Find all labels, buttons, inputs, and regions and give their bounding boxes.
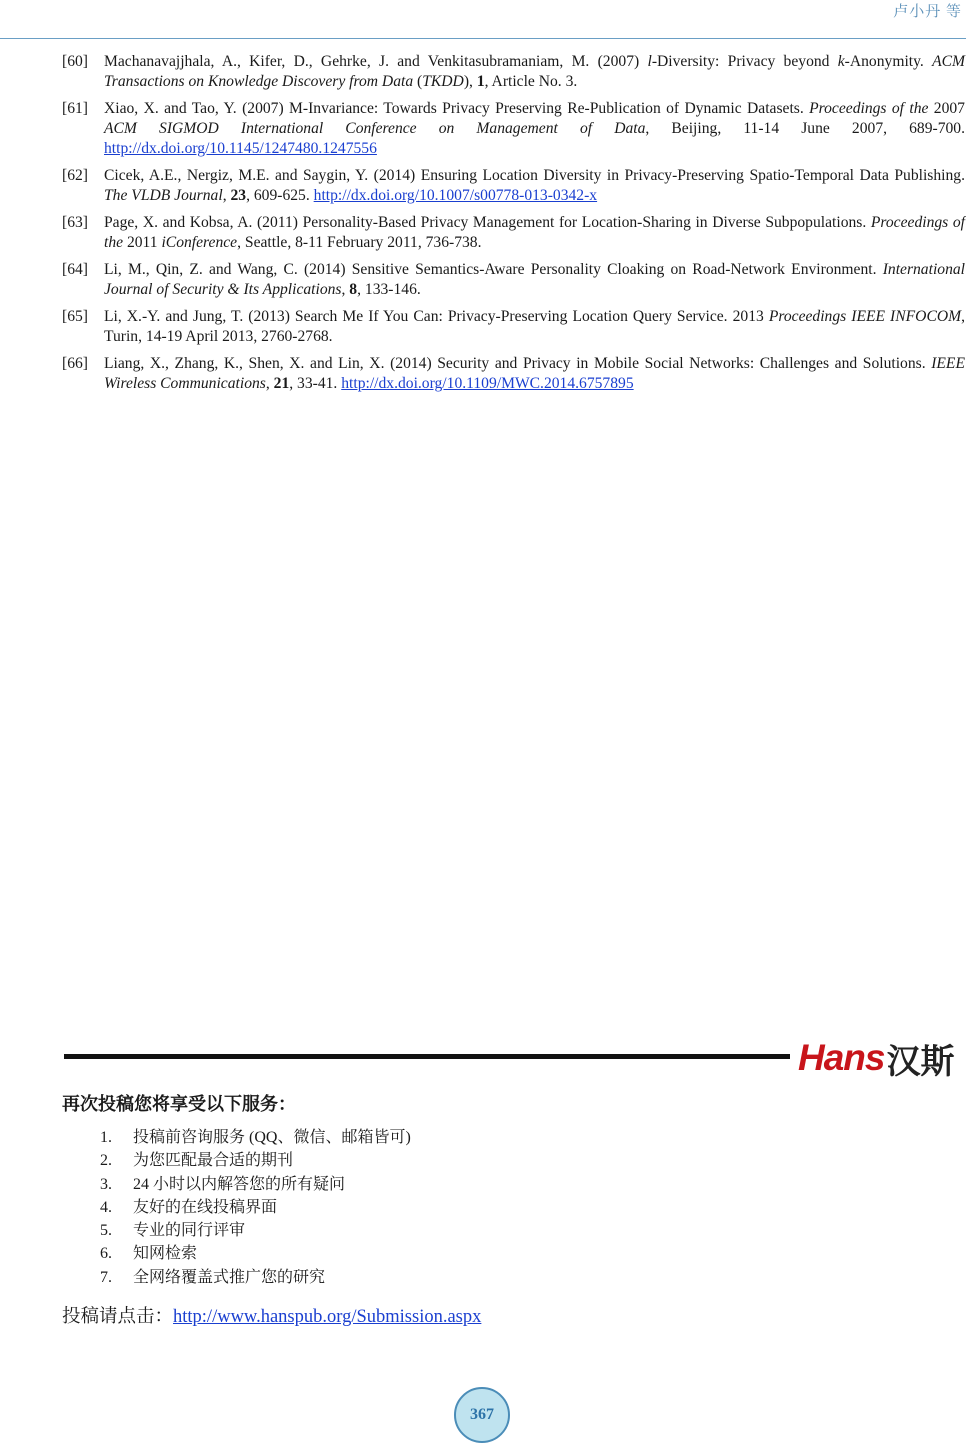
reference-segment: , 133-146. xyxy=(357,281,421,298)
service-text: 知网检索 xyxy=(133,1245,198,1263)
reference-segment: , 609-625. xyxy=(246,187,314,204)
submission-link[interactable]: http://www.hanspub.org/Submission.aspx xyxy=(173,1307,482,1327)
reference-item xyxy=(62,260,965,300)
service-item xyxy=(100,1219,411,1242)
reference-segment: 23 xyxy=(230,187,247,204)
reference-segment: Machanavajjhala, A., Kifer, D., Gehrke, J. and Venkitasubramaniam, M. (2007) xyxy=(104,53,648,70)
reference-segment: , Seattle, 8-11 February 2011, 736-738. xyxy=(237,234,482,251)
service-number: 2. xyxy=(100,1152,112,1170)
reference-segment: l xyxy=(647,53,652,70)
reference-segment: International Journal of Security & Its Applications xyxy=(104,261,965,298)
reference-segment: , xyxy=(265,375,274,392)
reference-segment: 8 xyxy=(349,281,358,298)
reference-segment: 1 xyxy=(476,73,485,90)
doi-link[interactable]: http://dx.doi.org/10.1007/s00778-013-0342-x xyxy=(313,187,598,204)
reference-segment: ACM Transactions on Knowledge Discovery from Data xyxy=(104,53,965,90)
running-head: 卢小丹 等 xyxy=(893,4,962,20)
service-text: 投稿前咨询服务 (QQ、微信、邮箱皆可) xyxy=(133,1129,411,1146)
reference-segment: k xyxy=(837,53,845,70)
reference-text xyxy=(104,307,965,347)
reference-segment: Proceedings of the xyxy=(104,214,965,251)
reference-segment: Li, X.-Y. and Jung, T. (2013) Search Me If You Can: Privacy-Preserving Location Query Service. 2013 xyxy=(104,308,769,325)
service-number: 6. xyxy=(100,1245,112,1263)
service-item xyxy=(100,1126,411,1149)
reference-segment: The VLDB Journal xyxy=(104,187,223,204)
doi-link[interactable]: http://dx.doi.org/10.1145/1247480.1247556 xyxy=(104,140,377,157)
doi-link[interactable]: http://dx.doi.org/10.1109/MWC.2014.6757895 xyxy=(341,375,634,392)
service-item xyxy=(100,1266,411,1289)
reference-segment: ( xyxy=(413,73,423,90)
reference-number: [61] xyxy=(62,100,88,117)
service-number: 7. xyxy=(100,1268,112,1286)
service-item xyxy=(100,1196,411,1219)
reference-number: [64] xyxy=(62,261,88,278)
logo-chinese-text: 汉斯 xyxy=(886,1041,955,1082)
services-list xyxy=(100,1126,411,1289)
reference-segment: , Turin, 14-19 April 2013, 2760-2768. xyxy=(104,308,965,345)
reference-segment: ACM SIGMOD International Conference on Management of Data xyxy=(104,120,646,137)
footer-rule xyxy=(64,1054,790,1059)
reference-segment: , Article No. 3. xyxy=(484,73,578,90)
reference-item xyxy=(62,52,965,92)
reference-number: [62] xyxy=(62,167,88,184)
service-number: 5. xyxy=(100,1222,112,1240)
submission-line xyxy=(62,1302,481,1328)
reference-segment: Xiao, X. and Tao, Y. (2007) M-Invariance: Towards Privacy Preserving Re-Publication of Dynamic Datasets. xyxy=(104,100,810,117)
reference-item xyxy=(62,213,965,253)
reference-number: [65] xyxy=(62,308,88,325)
reference-segment: , 33-41. xyxy=(289,375,342,392)
reference-segment: Cicek, A.E., Nergiz, M.E. and Saygin, Y. (2014) Ensuring Location Diversity in Privacy-Preserving Spatio-Temporal Data Publishing. xyxy=(104,167,965,184)
reference-item xyxy=(62,354,965,394)
reference-text xyxy=(104,166,965,206)
reference-segment: 21 xyxy=(273,375,290,392)
reference-number: [60] xyxy=(62,53,88,70)
service-text: 全网络覆盖式推广您的研究 xyxy=(133,1268,326,1286)
service-item xyxy=(100,1149,411,1172)
reference-segment: ), xyxy=(463,73,477,90)
reference-text xyxy=(104,213,965,253)
service-text: 为您匹配最合适的期刊 xyxy=(133,1152,294,1170)
reference-text xyxy=(104,354,965,394)
reference-text xyxy=(104,99,965,159)
service-number: 1. xyxy=(100,1129,112,1146)
reference-segment: Page, X. and Kobsa, A. (2011) Personality-Based Privacy Management for Location-Sharing in Diverse Subpopulations. xyxy=(104,214,871,231)
service-number: 4. xyxy=(100,1198,112,1216)
reference-segment: , Beijing, 11-14 June 2007, 689-700. xyxy=(645,120,966,137)
reference-segment: -Diversity: Privacy beyond xyxy=(651,53,838,70)
reference-item xyxy=(62,166,965,206)
reference-segment: Proceedings of the xyxy=(809,100,929,117)
services-heading: 再次投稿您将享受以下服务： xyxy=(62,1094,296,1114)
service-item xyxy=(100,1173,411,1196)
reference-item xyxy=(62,99,965,159)
reference-segment: Liang, X., Zhang, K., Shen, X. and Lin, X. (2014) Security and Privacy in Mobile Social Networks: Challenges and Solutions. xyxy=(104,355,932,372)
reference-number: [63] xyxy=(62,214,88,231)
reference-text xyxy=(104,52,965,92)
reference-segment: TKDD xyxy=(422,73,464,90)
reference-segment: , xyxy=(222,187,231,204)
reference-segment: iConference xyxy=(161,234,238,251)
submission-prompt: 投稿请点击： xyxy=(62,1307,174,1327)
reference-item xyxy=(62,307,965,347)
header-rule xyxy=(0,38,966,39)
service-text: 专业的同行评审 xyxy=(133,1222,246,1240)
service-item xyxy=(100,1242,411,1265)
logo-latin-text: Hans xyxy=(798,1037,885,1078)
reference-segment: 2011 xyxy=(123,234,162,251)
page-number-badge: 367 xyxy=(454,1387,510,1443)
reference-text xyxy=(104,260,965,300)
reference-segment: 2007 xyxy=(928,100,965,117)
service-text: 24 小时以内解答您的所有疑问 xyxy=(133,1175,346,1193)
service-number: 3. xyxy=(100,1175,112,1193)
hans-logo[interactable] xyxy=(798,1037,955,1082)
reference-segment: Li, M., Qin, Z. and Wang, C. (2014) Sensitive Semantics-Aware Personality Cloaking on Road-Network Environment. xyxy=(104,261,883,278)
reference-segment: , xyxy=(341,281,350,298)
reference-segment: -Anonymity. xyxy=(844,53,933,70)
reference-segment: Proceedings IEEE INFOCOM xyxy=(768,308,962,325)
reference-segment: IEEE Wireless Communications xyxy=(104,355,965,392)
reference-list xyxy=(62,52,965,401)
reference-number: [66] xyxy=(62,355,88,372)
service-text: 友好的在线投稿界面 xyxy=(133,1198,278,1216)
